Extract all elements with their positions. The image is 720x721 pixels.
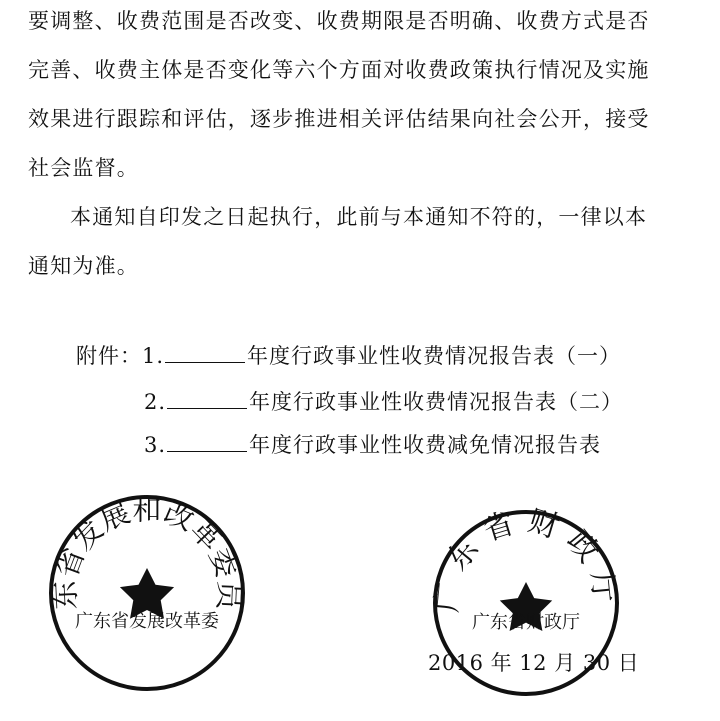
- seal-arc-text: 广东省发展和改革委员会: [32, 466, 247, 611]
- issue-date: 2016 年 12 月 30 日: [428, 651, 640, 675]
- body-line-6: 通知为准。: [28, 254, 139, 278]
- attachment-number: 3.: [144, 433, 167, 457]
- seal-development-reform: [32, 466, 247, 693]
- attachment-title: 年度行政事业性收费情况报告表（二）: [249, 390, 624, 414]
- year-blank: [165, 340, 245, 363]
- body-line-3: 效果进行跟踪和评估，逐步推进相关评估结果向社会公开，接受: [28, 107, 650, 131]
- attachment-3: [144, 429, 601, 460]
- year-blank: [167, 429, 247, 452]
- attachment-number: 1.: [142, 344, 165, 368]
- seal-bottom-text: 广东省财政厅: [472, 612, 580, 633]
- attachment-title: 年度行政事业性收费情况报告表（一）: [247, 344, 622, 368]
- body-line-5: 本通知自印发之日起执行，此前与本通知不符的，一律以本: [70, 205, 648, 229]
- year-blank: [167, 386, 247, 409]
- attachment-2: [144, 386, 623, 417]
- seal-bottom-text: 广东省发展改革委: [75, 611, 219, 632]
- body-line-4: 社会监督。: [28, 156, 139, 180]
- body-line-2: 完善、收费主体是否变化等六个方面对收费政策执行情况及实施: [28, 58, 650, 82]
- body-line-1: 要调整、收费范围是否改变、收费期限是否明确、收费方式是否: [28, 9, 650, 33]
- attachment-number: 2.: [144, 390, 167, 414]
- seal-arc-text: 广东省财政厅: [429, 503, 623, 615]
- attachment-title: 年度行政事业性收费减免情况报告表: [249, 433, 602, 457]
- attachment-label: 附件：: [76, 344, 142, 368]
- attachment-1: [76, 340, 621, 371]
